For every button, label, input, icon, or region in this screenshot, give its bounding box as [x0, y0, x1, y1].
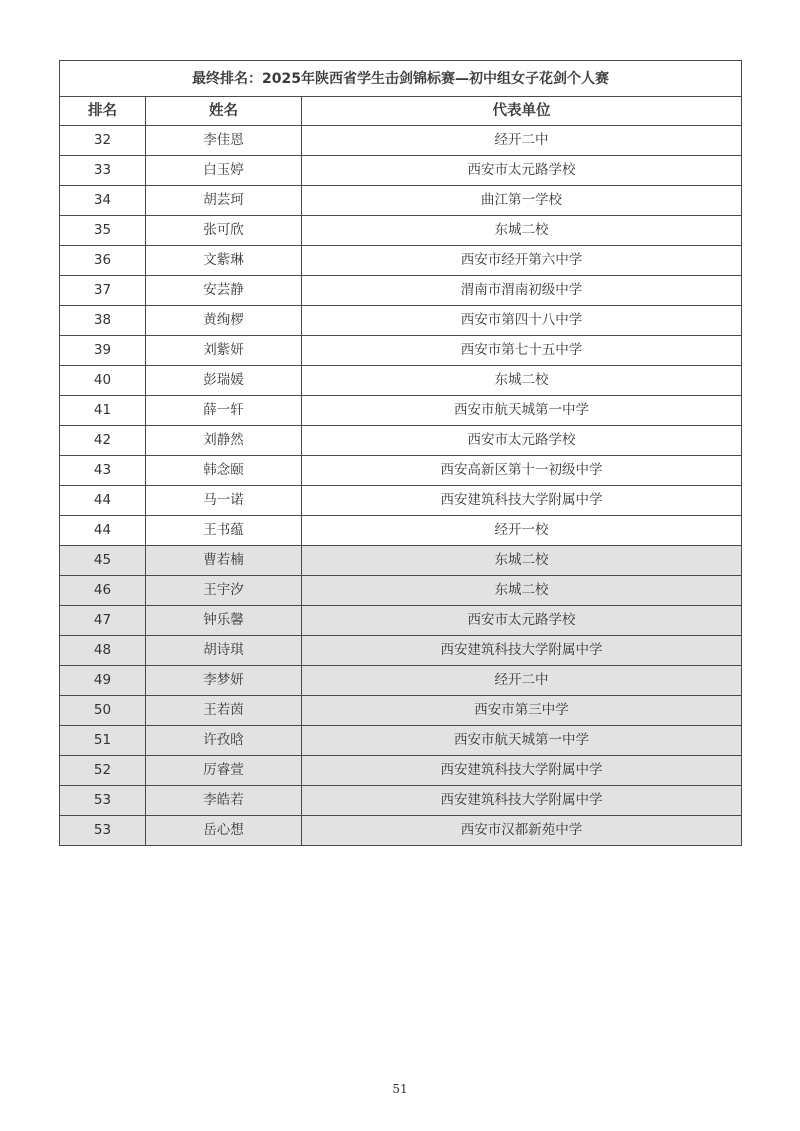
- name-cell: 马一诺: [146, 486, 302, 516]
- unit-cell: 经开二中: [302, 126, 742, 156]
- unit-cell: 西安市太元路学校: [302, 606, 742, 636]
- table-row: [60, 156, 742, 186]
- unit-cell: 西安建筑科技大学附属中学: [302, 636, 742, 666]
- rank-cell: 53: [60, 786, 146, 816]
- name-cell: 刘静然: [146, 426, 302, 456]
- table-row: [60, 786, 742, 816]
- table-row: [60, 726, 742, 756]
- name-cell: 韩念颐: [146, 456, 302, 486]
- table-row: [60, 276, 742, 306]
- rank-cell: 41: [60, 396, 146, 426]
- rank-cell: 43: [60, 456, 146, 486]
- rank-cell: 52: [60, 756, 146, 786]
- rank-column-header: 排名: [60, 97, 146, 126]
- name-cell: 薛一轩: [146, 396, 302, 426]
- table-row: [60, 186, 742, 216]
- table-row: [60, 216, 742, 246]
- name-cell: 王书蕴: [146, 516, 302, 546]
- rank-cell: 51: [60, 726, 146, 756]
- table-row: [60, 126, 742, 156]
- table-title-row: [60, 61, 742, 97]
- unit-cell: 东城二校: [302, 366, 742, 396]
- table-body: [60, 126, 742, 846]
- rank-cell: 34: [60, 186, 146, 216]
- name-cell: 岳心想: [146, 816, 302, 846]
- rank-cell: 36: [60, 246, 146, 276]
- name-cell: 张可欣: [146, 216, 302, 246]
- name-cell: 厉睿萱: [146, 756, 302, 786]
- name-column-header: 姓名: [146, 97, 302, 126]
- rank-cell: 37: [60, 276, 146, 306]
- table-row: [60, 576, 742, 606]
- rank-cell: 48: [60, 636, 146, 666]
- page-number: 51: [392, 1082, 408, 1096]
- unit-cell: 西安建筑科技大学附属中学: [302, 486, 742, 516]
- rank-cell: 35: [60, 216, 146, 246]
- name-cell: 李梦妍: [146, 666, 302, 696]
- table-header-row: [60, 97, 742, 126]
- table-row: [60, 816, 742, 846]
- name-cell: 白玉婷: [146, 156, 302, 186]
- unit-cell: 曲江第一学校: [302, 186, 742, 216]
- rank-cell: 44: [60, 486, 146, 516]
- unit-cell: 东城二校: [302, 216, 742, 246]
- unit-cell: 经开二中: [302, 666, 742, 696]
- table-row: [60, 456, 742, 486]
- unit-cell: 西安高新区第十一初级中学: [302, 456, 742, 486]
- unit-cell: 西安市第七十五中学: [302, 336, 742, 366]
- unit-cell: 渭南市渭南初级中学: [302, 276, 742, 306]
- rank-cell: 49: [60, 666, 146, 696]
- rank-cell: 50: [60, 696, 146, 726]
- table-row: [60, 306, 742, 336]
- name-cell: 李皓若: [146, 786, 302, 816]
- unit-cell: 东城二校: [302, 576, 742, 606]
- name-cell: 王宇汐: [146, 576, 302, 606]
- unit-cell: 西安市经开第六中学: [302, 246, 742, 276]
- table-row: [60, 336, 742, 366]
- unit-cell: 西安市航天城第一中学: [302, 396, 742, 426]
- unit-cell: 西安市第四十八中学: [302, 306, 742, 336]
- rank-cell: 53: [60, 816, 146, 846]
- unit-cell: 西安建筑科技大学附属中学: [302, 756, 742, 786]
- table-row: [60, 666, 742, 696]
- unit-cell: 西安市太元路学校: [302, 156, 742, 186]
- rank-cell: 46: [60, 576, 146, 606]
- name-cell: 安芸静: [146, 276, 302, 306]
- name-cell: 黄绚椤: [146, 306, 302, 336]
- results-table: [59, 60, 742, 846]
- name-cell: 胡诗琪: [146, 636, 302, 666]
- name-cell: 李佳恩: [146, 126, 302, 156]
- rank-cell: 45: [60, 546, 146, 576]
- name-cell: 钟乐馨: [146, 606, 302, 636]
- unit-cell: 西安市汉都新苑中学: [302, 816, 742, 846]
- table-row: [60, 366, 742, 396]
- table-row: [60, 696, 742, 726]
- unit-cell: 西安市太元路学校: [302, 426, 742, 456]
- rank-cell: 40: [60, 366, 146, 396]
- unit-column-header: 代表单位: [302, 97, 742, 126]
- name-cell: 彭瑞媛: [146, 366, 302, 396]
- table-row: [60, 486, 742, 516]
- rank-cell: 47: [60, 606, 146, 636]
- table-row: [60, 396, 742, 426]
- unit-cell: 西安市航天城第一中学: [302, 726, 742, 756]
- unit-cell: 经开一校: [302, 516, 742, 546]
- name-cell: 文紫琳: [146, 246, 302, 276]
- rank-cell: 39: [60, 336, 146, 366]
- rank-cell: 32: [60, 126, 146, 156]
- name-cell: 王若茵: [146, 696, 302, 726]
- name-cell: 刘紫妍: [146, 336, 302, 366]
- unit-cell: 东城二校: [302, 546, 742, 576]
- table-row: [60, 606, 742, 636]
- name-cell: 曹若楠: [146, 546, 302, 576]
- table-row: [60, 426, 742, 456]
- rank-cell: 33: [60, 156, 146, 186]
- table-row: [60, 246, 742, 276]
- name-cell: 许孜晗: [146, 726, 302, 756]
- table-row: [60, 636, 742, 666]
- table-row: [60, 516, 742, 546]
- table-row: [60, 546, 742, 576]
- rank-cell: 38: [60, 306, 146, 336]
- rank-cell: 44: [60, 516, 146, 546]
- rank-cell: 42: [60, 426, 146, 456]
- unit-cell: 西安建筑科技大学附属中学: [302, 786, 742, 816]
- unit-cell: 西安市第三中学: [302, 696, 742, 726]
- name-cell: 胡芸珂: [146, 186, 302, 216]
- table-title: 最终排名：2025年陕西省学生击剑锦标赛—初中组女子花剑个人赛: [60, 61, 742, 97]
- table-row: [60, 756, 742, 786]
